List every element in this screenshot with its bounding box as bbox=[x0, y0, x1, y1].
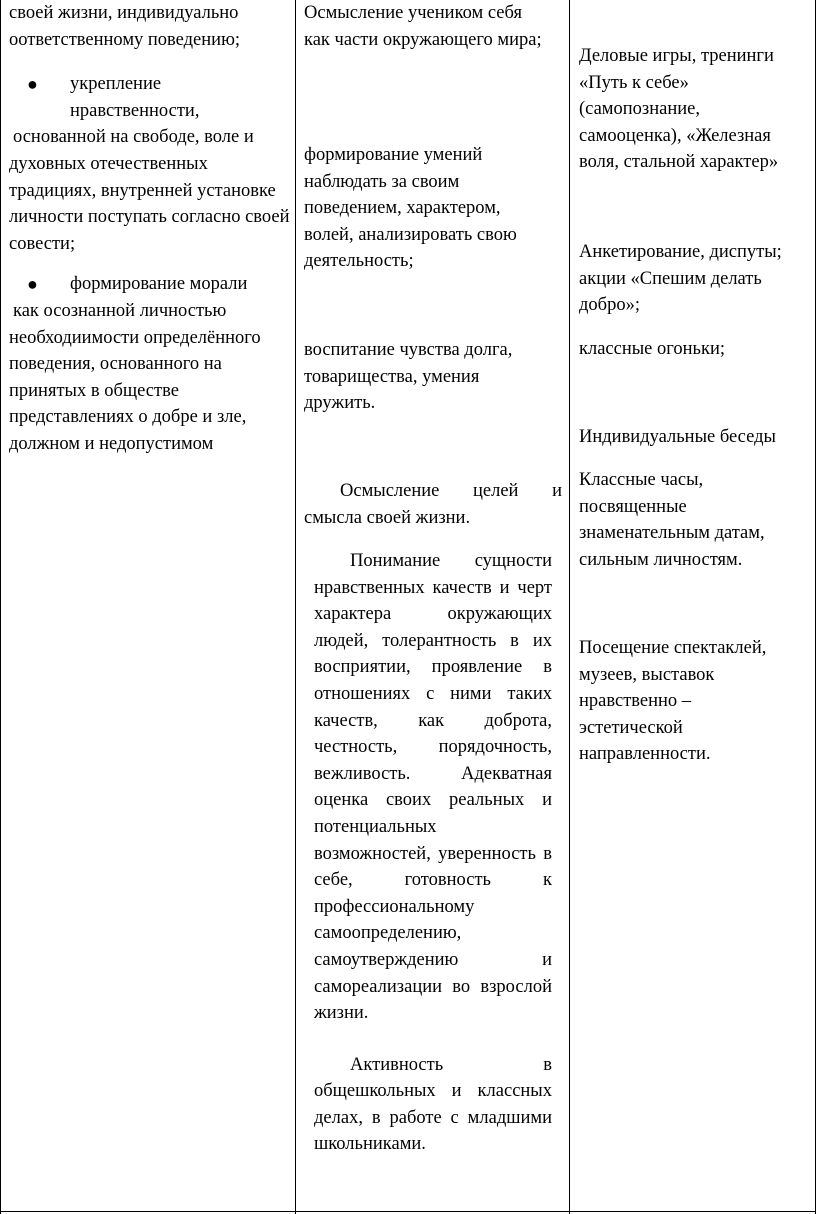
column-divider-1 bbox=[295, 0, 296, 1214]
activity-paragraph: классные огоньки; bbox=[579, 339, 726, 359]
activity-paragraph: Анкетирование, диспуты; акции «Спешим делать добро»; bbox=[579, 242, 782, 316]
list-item bbox=[9, 71, 230, 124]
table-border-left bbox=[0, 0, 1, 1214]
activity-paragraph: Индивидуальные беседы bbox=[579, 427, 776, 447]
list-item-continuation: основанной на свободе, воле и духовных отечественных традициях, внутренней установке личности поступать согласно своей совести; bbox=[9, 127, 290, 254]
intro-line-1: своей жизни, индивидуально bbox=[9, 3, 239, 23]
list-item-text: укрепление нравственности, bbox=[70, 74, 200, 121]
list-item bbox=[9, 271, 291, 298]
goal-paragraph: воспитание чувства долга, товарищества, умения дружить. bbox=[304, 340, 513, 414]
goal-paragraph: формирование умений наблюдать за своим поведением, характером, волей, анализировать свою деятельность; bbox=[304, 145, 517, 272]
goal-paragraph: Активность в общешкольных и классных делах, в работе с младшими школьниками. bbox=[314, 1054, 552, 1155]
goal-paragraph: Понимание сущности нравственных качеств и черт характера окружающих людей, толерантность в их восприятии, проявление в отношениях с ними таких качеств, как доброта, честность, порядочность, вежливость. Адекватная оценка своих реальных и потенциальных возможностей, уверенность в себе, готовность к профессиональному самоопределению, самоутверждению и самореализации во взрослой жизни. bbox=[314, 551, 552, 1024]
list-item-text: формирование морали bbox=[70, 274, 248, 295]
column-2-cell-lower bbox=[314, 548, 552, 1158]
bullet-icon: ● bbox=[27, 74, 38, 95]
activity-paragraph: Классные часы, посвященные знаменательным датам, сильным личностям. bbox=[579, 470, 765, 570]
intro-line-2: оответственному поведению; bbox=[9, 29, 241, 50]
column-1-cell bbox=[9, 0, 291, 458]
column-divider-2 bbox=[569, 0, 570, 1214]
table-border-bottom bbox=[0, 1211, 816, 1212]
goal-paragraph: Осмысление учеником себя как части окружающего мира; bbox=[304, 3, 542, 50]
bullet-icon: ● bbox=[27, 274, 38, 295]
goal-paragraph: Осмысление целей и смысла своей жизни. bbox=[304, 481, 562, 528]
activity-paragraph: Посещение спектаклей, музеев, выставок нравственно – эстетической направленности. bbox=[579, 638, 767, 765]
list-item-continuation: как осознанной личностью необходиимости определённого поведения, основанного на принятых в обществе представлениях о добре и зле, должном и недопустимом bbox=[9, 300, 261, 454]
activity-paragraph: Деловые игры, тренинги «Путь к себе» (самопознание, самооценка), «Железная воля, стальной характер» bbox=[579, 46, 779, 173]
